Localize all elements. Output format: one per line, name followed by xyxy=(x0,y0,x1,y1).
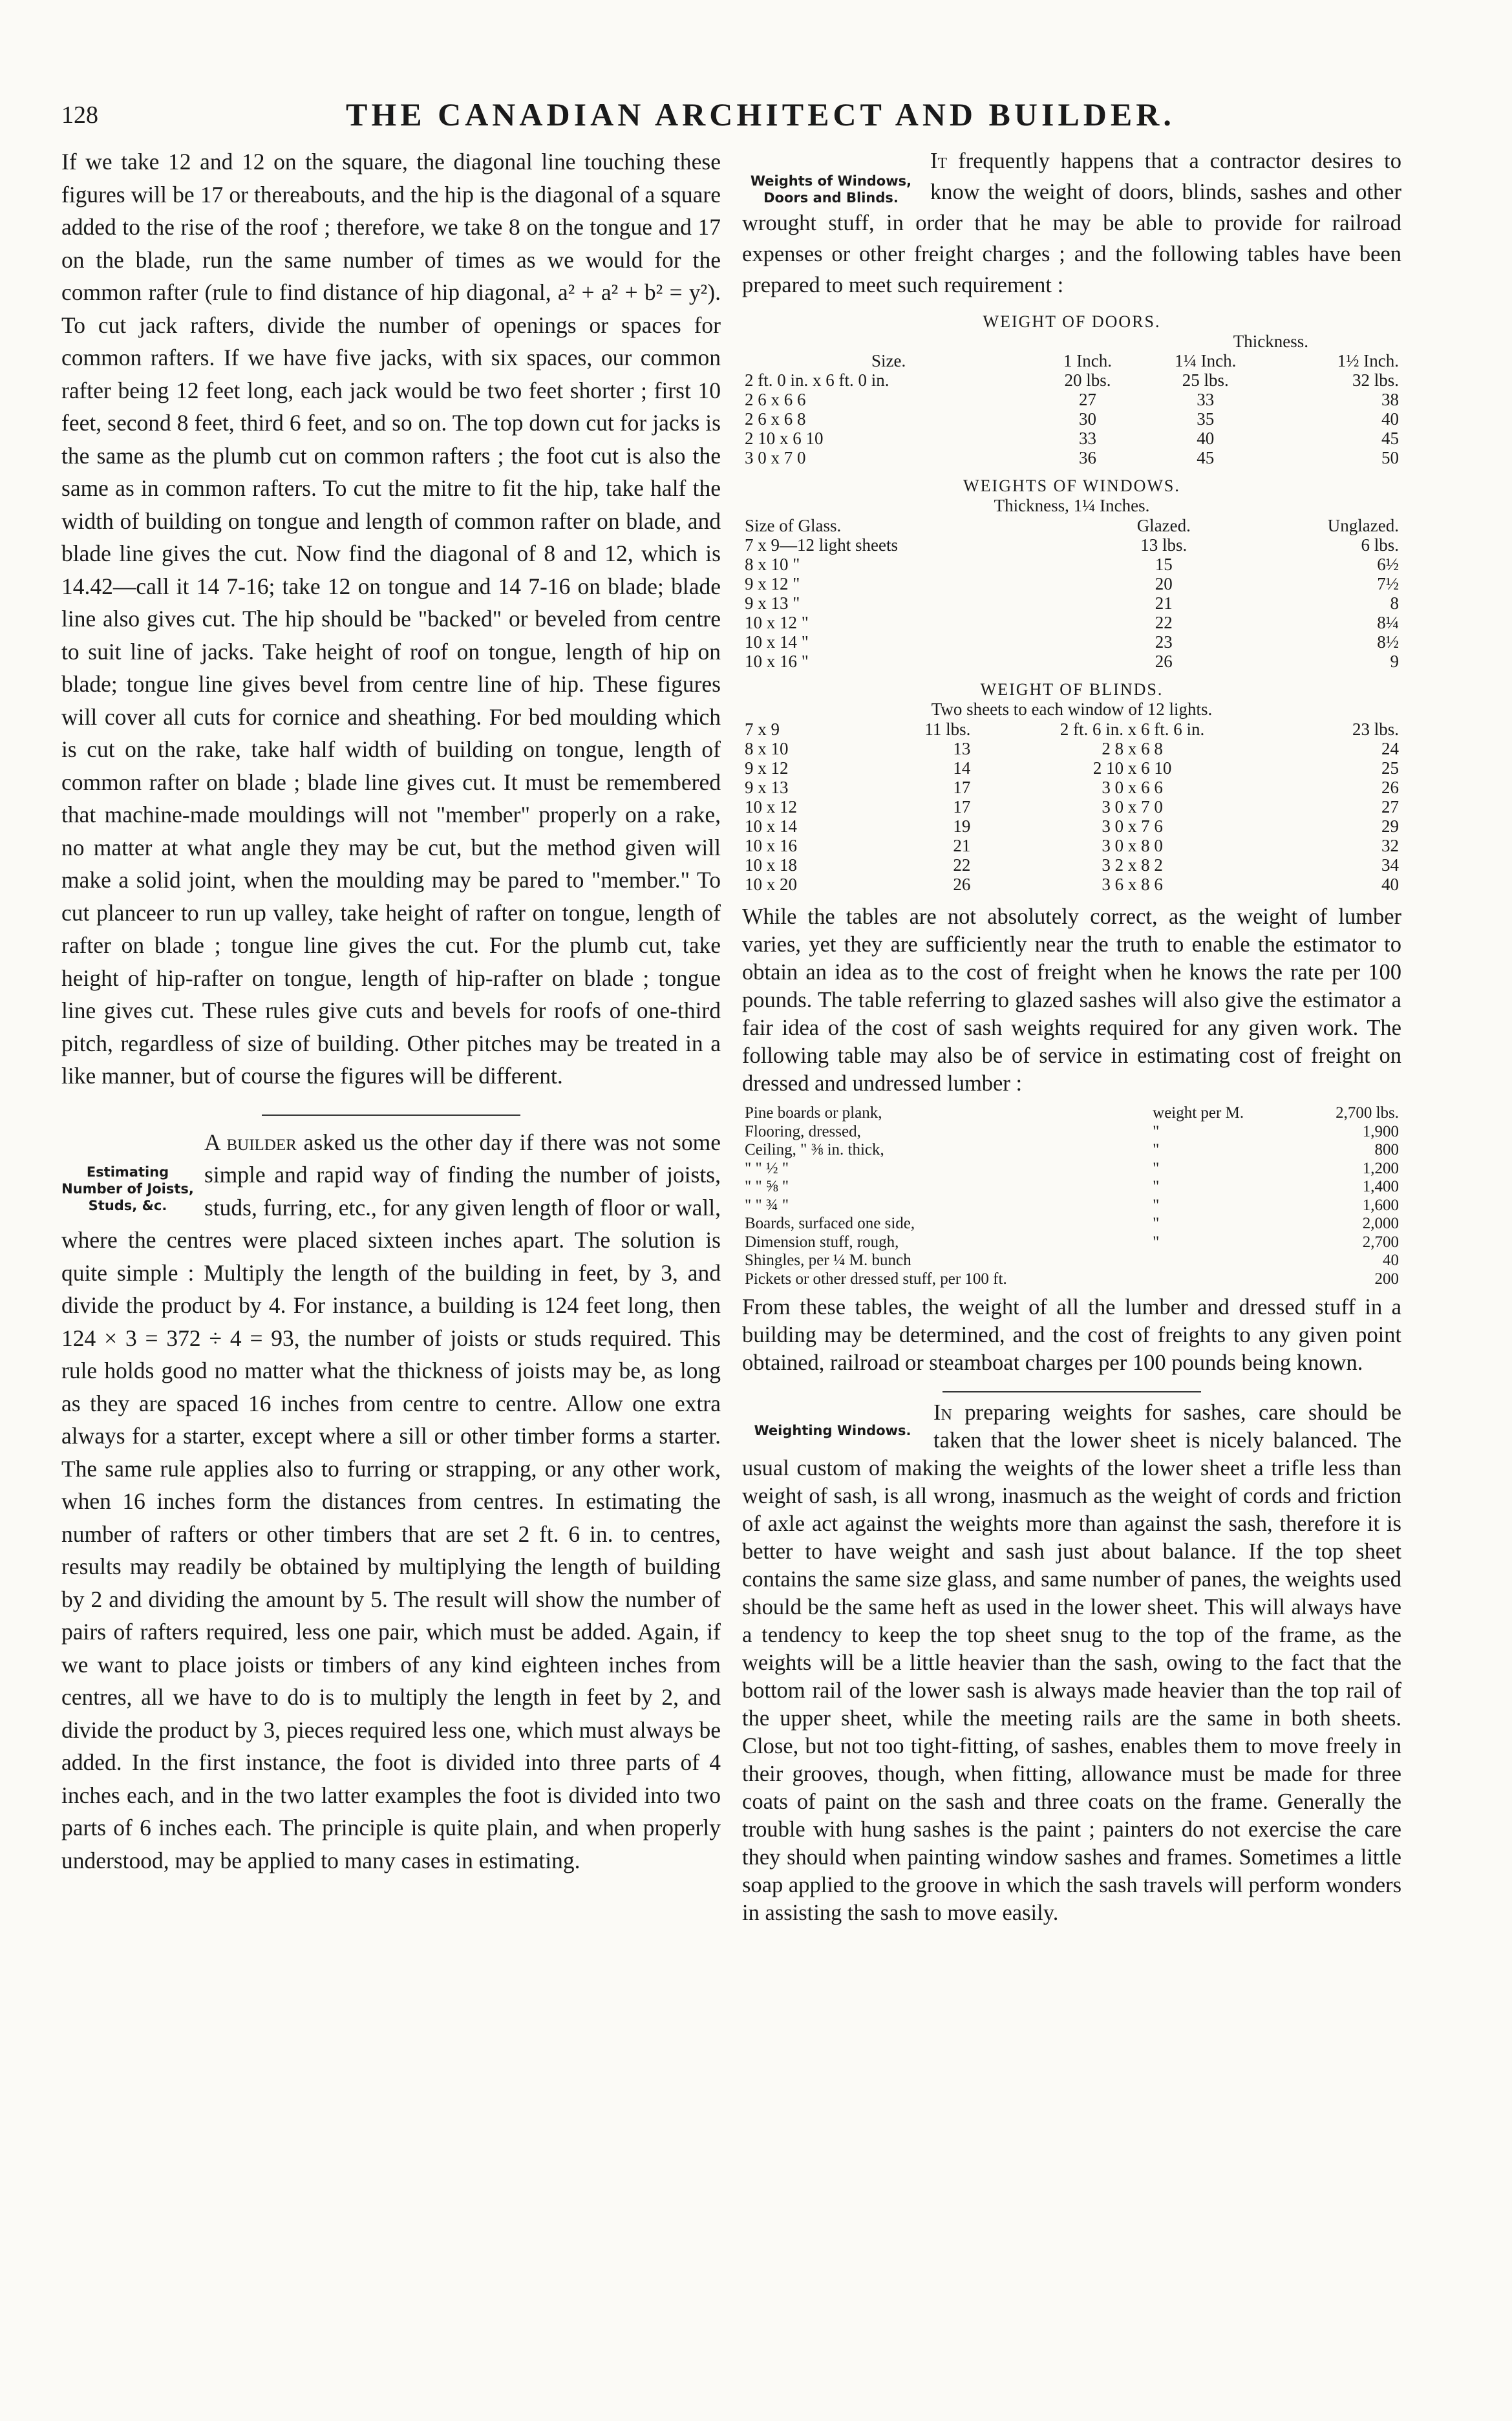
table-row xyxy=(742,739,1401,758)
cell-item: Pickets or other dressed stuff, per 100 ft. xyxy=(745,1270,1007,1288)
cell: 33 xyxy=(1197,390,1215,409)
sidehead-estimating-joists: Estimating Number of Joists, Studs, &c. xyxy=(61,1164,194,1213)
cell-value: 1,400 xyxy=(1362,1178,1399,1195)
cell-size: 10 x 14 " xyxy=(745,632,809,652)
table-row xyxy=(742,448,1401,467)
cell-unit: " xyxy=(1153,1122,1160,1140)
doors-table-title: WEIGHT OF DOORS. xyxy=(983,312,1161,331)
table-row xyxy=(742,778,1401,797)
table-row xyxy=(742,1197,1401,1215)
cell-unit: " xyxy=(1153,1215,1160,1232)
cell: 23 xyxy=(1155,632,1173,652)
paragraph-body: frequently happens that a contractor desires to know the weight of doors, blinds, sashes and other wrought stuff, in order that he may be able to provide for railroad expenses or other freight charges ; and the following tables have been prepared to meet such requirement : xyxy=(742,149,1402,297)
col-header: Size. xyxy=(871,351,906,370)
cell-size: 2 6 x 6 8 xyxy=(745,409,806,429)
table-row xyxy=(742,409,1401,429)
cell: 8¼ xyxy=(1377,613,1399,632)
cell-unit: " xyxy=(1153,1159,1160,1177)
page-number: 128 xyxy=(61,101,98,129)
cell-size: 9 x 13 xyxy=(745,778,789,797)
cell: 20 xyxy=(1155,574,1173,593)
cell: 40 xyxy=(1197,429,1215,448)
journal-title: THE CANADIAN ARCHITECT AND BUILDER. xyxy=(346,96,1175,133)
cell: 27 xyxy=(1381,797,1399,816)
left-column xyxy=(61,145,721,1877)
weights-intro-paragraph xyxy=(742,145,1401,301)
table-row xyxy=(742,720,1401,739)
table-row xyxy=(742,1178,1401,1197)
table-row xyxy=(742,593,1401,613)
cell-item: Dimension stuff, rough, xyxy=(745,1233,899,1251)
cell-value: 2,700 xyxy=(1362,1233,1399,1251)
cell-item: " " ⅝ " xyxy=(745,1178,789,1195)
tables-note-paragraph: While the tables are not absolutely correct, as the weight of lumber varies, yet they are sufficiently near the truth to enable the estimator to obtain an idea as to the cost of freight when he knows the rate per 100 pounds. The table referring to glazed sashes will also give the estimator a fair idea of the cost of sash weights required for any given work. The following table may also be of service in estimating cost of freight on dressed and undressed lumber : xyxy=(742,904,1401,1096)
cell-value: 40 xyxy=(1383,1252,1399,1269)
table-row xyxy=(742,1123,1401,1142)
table-row xyxy=(742,555,1401,574)
cell: 45 xyxy=(1197,448,1215,467)
cell: 32 lbs. xyxy=(1352,370,1399,390)
cell: 3 2 x 8 2 xyxy=(1102,855,1163,875)
cell: 26 xyxy=(953,875,971,894)
windows-table xyxy=(742,516,1401,671)
col-header: 1½ Inch. xyxy=(1337,351,1399,370)
col-header: 1 Inch. xyxy=(1063,351,1112,370)
cell-value: 1,600 xyxy=(1362,1196,1399,1214)
table-row xyxy=(742,1160,1401,1179)
table-row xyxy=(742,632,1401,652)
weighting-windows-paragraph xyxy=(742,1399,1401,1927)
cell: 14 xyxy=(953,758,971,778)
cell: 32 xyxy=(1381,836,1399,855)
cell-unit: " xyxy=(1153,1196,1160,1214)
blinds-table-title: WEIGHT OF BLINDS. xyxy=(980,680,1164,699)
cell: 24 xyxy=(1381,739,1399,758)
cell-size: 7 x 9—12 light sheets xyxy=(745,535,898,555)
cell: 40 xyxy=(1381,875,1399,894)
lead-words: In xyxy=(933,1400,952,1425)
cell: 13 lbs. xyxy=(1140,535,1187,555)
cell: 22 xyxy=(1155,613,1173,632)
cell-value: 1,200 xyxy=(1362,1159,1399,1177)
cell-value: 800 xyxy=(1374,1141,1399,1158)
cell: 34 xyxy=(1381,855,1399,875)
cell: 15 xyxy=(1155,555,1173,574)
cell: 33 xyxy=(1078,429,1096,448)
sidehead-weights: Weights of Windows, Doors and Blinds. xyxy=(750,173,912,206)
cell-item: Flooring, dressed, xyxy=(745,1122,861,1140)
lead-words: It xyxy=(930,149,948,173)
cell: 21 xyxy=(1155,593,1173,613)
cell: 19 xyxy=(953,816,971,836)
paragraph-body: preparing weights for sashes, care should be taken that the lower sheet is nicely balanced. The usual custom of making the weights of the lower sheet a trifle less than weight of sash, is all wrong, inasmuch as the weight of cords and friction of axle act against the weights more than against the sash, therefore it is better to have weight and sash just about balance. If the top sheet contains the same size glass, and same number of panes, the weights used should be the same heft as used in the lower sheet. This will always have a tendency to keep the top sheet snug to the top of the frame, as the weights will be a little heavier than the sash, owing to the fact that the bottom rail of the lower sash is always made heavier than the top rail of the upper sheet, while the meeting rails are the same in both sheets. Close, but not too tight-fitting, of sashes, enables them to move freely in their grooves, though, when fitting, allowance must be made for three coats of paint on the sash and three coats on the frame. Generally the trouble with hung sashes is the paint ; painters do not exercise the care they should when painting window sashes and frames. Sometimes a little soap applied to the groove in which the sash travels will perform wonders in assisting the sash to move easily. xyxy=(742,1400,1401,1925)
table-row xyxy=(742,535,1401,555)
cell: 13 xyxy=(953,739,971,758)
cell: 11 lbs. xyxy=(924,720,971,739)
table-row xyxy=(742,613,1401,632)
table-row xyxy=(742,1252,1401,1270)
cell: 40 xyxy=(1381,409,1399,429)
cell-unit: " xyxy=(1153,1178,1160,1195)
cell: 17 xyxy=(953,797,971,816)
cell-size: 10 x 14 xyxy=(745,816,797,836)
table-row xyxy=(742,1215,1401,1233)
cell-item: Shingles, per ¼ M. bunch xyxy=(745,1252,911,1269)
cell: 2 8 x 6 8 xyxy=(1102,739,1163,758)
blinds-table-subtitle: Two sheets to each window of 12 lights. xyxy=(931,699,1213,719)
cell: 8 xyxy=(1390,593,1399,613)
estimating-joists-paragraph xyxy=(61,1126,721,1877)
cell-size: 10 x 20 xyxy=(745,875,797,894)
cell: 25 lbs. xyxy=(1182,370,1229,390)
table-row xyxy=(742,855,1401,875)
table-row xyxy=(742,1233,1401,1252)
cell-unit xyxy=(1150,1270,1297,1289)
cell: 26 xyxy=(1381,778,1399,797)
table-row xyxy=(742,816,1401,836)
cell-item: Pine boards or plank, xyxy=(745,1104,882,1122)
cell: 50 xyxy=(1381,448,1399,467)
table-row xyxy=(742,1270,1401,1289)
blinds-table xyxy=(742,720,1401,894)
col-header: Size of Glass. xyxy=(745,516,842,535)
cell-size: 7 x 9 xyxy=(745,720,780,739)
cell-size: 2 6 x 6 6 xyxy=(745,390,806,409)
table-row xyxy=(742,429,1401,448)
table-row xyxy=(742,875,1401,894)
cell-size: 8 x 10 xyxy=(745,739,789,758)
cell-item: Boards, surfaced one side, xyxy=(745,1215,915,1232)
cell: 6½ xyxy=(1377,555,1399,574)
cell-size: 10 x 12 xyxy=(745,797,797,816)
table-row xyxy=(742,1141,1401,1160)
cell: 27 xyxy=(1078,390,1096,409)
cell-size: 10 x 16 xyxy=(745,836,797,855)
table-row xyxy=(742,836,1401,855)
lumber-table xyxy=(742,1104,1401,1288)
cell: 2 ft. 6 in. x 6 ft. 6 in. xyxy=(1059,720,1205,739)
table-row xyxy=(742,1104,1401,1123)
cell-size: 10 x 16 " xyxy=(745,652,809,671)
cell: 21 xyxy=(953,836,971,855)
cell: 45 xyxy=(1381,429,1399,448)
cell-size: 9 x 13 " xyxy=(745,593,800,613)
table-row xyxy=(742,758,1401,778)
windows-table-title: WEIGHTS OF WINDOWS. xyxy=(963,476,1180,495)
cell-size: 10 x 12 " xyxy=(745,613,809,632)
cell-item: " " ¾ " xyxy=(745,1196,789,1214)
page-header xyxy=(61,96,1445,134)
right-column xyxy=(742,145,1401,1927)
paragraph-body: asked us the other day if there was not some simple and rapid way of finding the number of joists, studs, furring, etc., for any given length of floor or wall, where the centres were placed sixteen inches apart. The solution is quite simple : Multiply the length of the building in feet, by 3, and divide the product by 4. For instance, a building is 124 feet long, then 124 × 3 = 372 ÷ 4 = 93, the number of joists or studs required. This rule holds good no matter what the thickness of joists may be, as long as they are spaced 16 inches from centre to centre. Allow one extra always for a starter, except where a sill or other timber forms a starter. The same rule applies also to furring or strapping, or any other work, when 16 inches form the distances from centres. In estimating the number of rafters or other timbers that are set 2 ft. 6 in. to centres, results may readily be obtained by multiplying the length of building by 2 and dividing the amount by 5. The result will show the number of pairs of rafters required, less one pair, which must be added. Again, if we want to place joists or timbers of any kind eighteen inches from centres, all we have to do is to multiply the length in feet by 2, and divide the product by 3, pieces required less one, which must always be added. In the first instance, the foot is divided into three parts of 4 inches each, and in the two latter examples the foot is divided into two parts of 6 inches each. The principle is quite plain, and when properly understood, may be applied to many cases in estimating. xyxy=(61,1129,721,1873)
cell: 3 0 x 8 0 xyxy=(1102,836,1163,855)
cell: 38 xyxy=(1381,390,1399,409)
cell: 3 0 x 6 6 xyxy=(1102,778,1163,797)
cell-size: 10 x 18 xyxy=(745,855,797,875)
cell-item: Ceiling, " ⅜ in. thick, xyxy=(745,1141,884,1158)
table-row xyxy=(742,370,1401,390)
thickness-label: Thickness. xyxy=(1233,332,1308,351)
windows-table-subtitle: Thickness, 1¼ Inches. xyxy=(994,496,1150,515)
doors-table xyxy=(742,332,1401,467)
cell: 25 xyxy=(1381,758,1399,778)
cell-unit: " xyxy=(1153,1141,1160,1158)
cell-unit: weight per M. xyxy=(1153,1104,1244,1122)
cell-item: " " ½ " xyxy=(745,1159,789,1177)
cell: 23 lbs. xyxy=(1352,720,1399,739)
cell: 3 0 x 7 6 xyxy=(1102,816,1163,836)
cell: 9 xyxy=(1390,652,1399,671)
col-header: Glazed. xyxy=(1136,516,1191,535)
cell-size: 8 x 10 " xyxy=(745,555,800,574)
cell: 20 lbs. xyxy=(1064,370,1111,390)
cell-value: 2,000 xyxy=(1362,1215,1399,1232)
table-row xyxy=(742,390,1401,409)
cell: 2 10 x 6 10 xyxy=(1092,758,1172,778)
cell: 8½ xyxy=(1377,632,1399,652)
cell: 6 lbs. xyxy=(1361,535,1399,555)
cell-size: 2 10 x 6 10 xyxy=(745,429,824,448)
cell-size: 9 x 12 xyxy=(745,758,789,778)
col-header: 1¼ Inch. xyxy=(1175,351,1237,370)
cell-size: 2 ft. 0 in. x 6 ft. 0 in. xyxy=(745,370,889,390)
cell: 17 xyxy=(953,778,971,797)
cell: 35 xyxy=(1197,409,1215,429)
cell-unit xyxy=(1150,1252,1297,1270)
table-row xyxy=(742,574,1401,593)
cell-size: 3 0 x 7 0 xyxy=(745,448,806,467)
cell: 36 xyxy=(1078,448,1096,467)
cell: 3 6 x 8 6 xyxy=(1102,875,1163,894)
cell: 26 xyxy=(1155,652,1173,671)
cell-unit: " xyxy=(1153,1233,1160,1251)
cell-value: 200 xyxy=(1374,1270,1399,1288)
cell: 29 xyxy=(1381,816,1399,836)
lead-words: A builder xyxy=(204,1129,297,1155)
cell: 7½ xyxy=(1377,574,1399,593)
cell: 30 xyxy=(1078,409,1096,429)
table-row xyxy=(742,797,1401,816)
roof-rafters-paragraph: If we take 12 and 12 on the square, the diagonal line touching these figures will be 17 or thereabouts, and the hip is the diagonal of a square added to the rise of the roof ; therefore, we take 8 on the tongue and 17 on the blade, run the same number of times as we would for the common rafter (rule to find distance of hip diagonal, a² + a² + b² = y²). To cut jack rafters, divide the number of openings or spaces for common rafters. If we have five jacks, with six spaces, our common rafter being 12 feet long, each jack would be two feet shorter ; first 10 feet, second 8 feet, third 6 feet, and so on. The top down cut for jacks is the same as the plumb cut on common rafters ; the foot cut is also the same as in common rafters. To cut the mitre to fit the hip, take half the width of building on tongue and length of common rafter on blade, and blade line gives the cut. Now find the diagonal of 8 and 12, which is 14.42—call it 14 7-16; take 12 on tongue and 14 7-16 on blade; blade line also gives cut. The hip should be "backed" or beveled from centre to suit line of jacks. Take height of roof on tongue, length of hip on blade; tongue line gives bevel from centre line of hip. These figures will cover all cuts for cornice and sheathing. For bed moulding which is cut on the rake, take half width of building on tongue, length of common rafter on blade ; blade line gives cut. It must be remembered that machine-made mouldings will not "member" properly on a rake, no matter at what angle they may be cut, but the method given will make a solid joint, when the moulding may be pared to "member." To cut planceer to run up valley, take height of rafter on tongue, length of rafter on blade ; tongue line gives the cut. For the plumb cut, take height of hip-rafter on tongue, length of hip-rafter on blade ; tongue line gives cut. These rules give cuts and bevels for roofs of one-third pitch, regardless of size of building. Other pitches may be treated in a like manner, but of course the figures will be different. xyxy=(61,149,721,1089)
cell: 3 0 x 7 0 xyxy=(1102,797,1163,816)
cell-size: 9 x 12 " xyxy=(745,574,800,593)
freight-paragraph: From these tables, the weight of all the lumber and dressed stuff in a building may be determined, and the cost of freights to any given point obtained, railroad or steamboat charges per 100 pounds being known. xyxy=(742,1295,1401,1375)
cell-value: 1,900 xyxy=(1362,1122,1399,1140)
sidehead-weighting-windows: Weighting Windows. xyxy=(754,1423,911,1438)
col-header: Unglazed. xyxy=(1327,516,1399,535)
cell-value: 2,700 lbs. xyxy=(1336,1104,1399,1122)
cell: 22 xyxy=(953,855,971,875)
table-row xyxy=(742,652,1401,671)
